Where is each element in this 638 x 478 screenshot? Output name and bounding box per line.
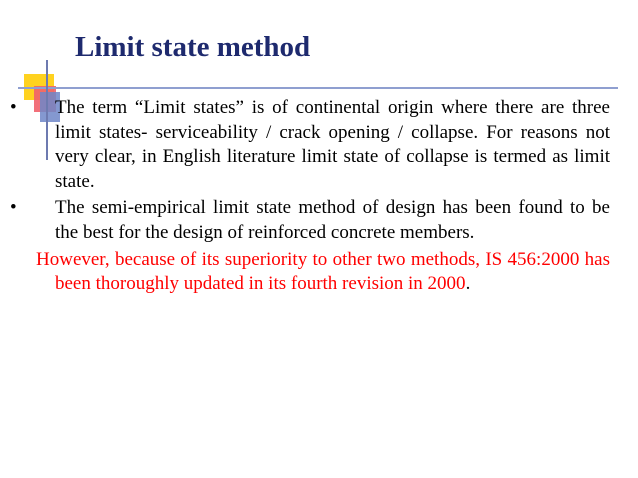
highlight-paragraph [10, 248, 610, 297]
trailing-period: . [465, 273, 471, 295]
paragraph-text: The term “Limit states” is of continental origin where there are three limit states- serviceability / crack opening / collapse. For reasons not very clear, in English literature limit state of collapse is termed as limit state. [55, 97, 610, 192]
bullet-marker: • [10, 97, 17, 118]
bullet-marker: • [10, 197, 17, 219]
slide-content [10, 96, 610, 297]
paragraph-text: The semi-empirical limit state method of design has been found to be the best for the design of reinforced concrete members. [55, 197, 610, 243]
decorative-horizontal-line [18, 87, 618, 89]
bullet-paragraph-1 [10, 96, 610, 194]
highlight-paragraph-body [36, 248, 610, 297]
bullet-paragraph-2 [10, 196, 610, 245]
highlight-text: However, because of its superiority to other two methods, IS 456:2000 has been thoroughly updated in its fourth revision in 2000 [36, 248, 610, 295]
slide-title: Limit state method [75, 31, 311, 63]
